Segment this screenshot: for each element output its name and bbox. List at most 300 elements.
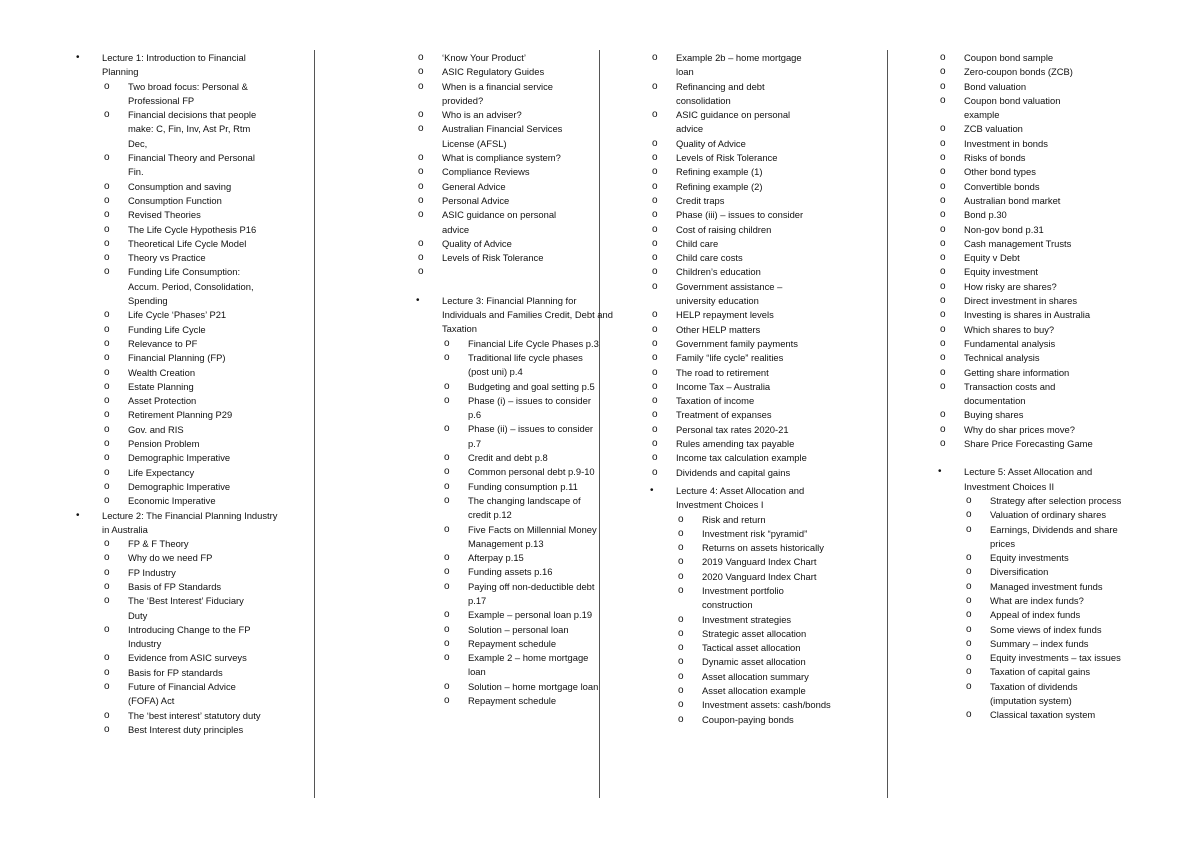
topic-label: Refinancing and debt consolidation xyxy=(676,80,765,106)
topic-item xyxy=(390,51,650,65)
topic-item xyxy=(76,337,312,351)
topic-label: Introducing Change to the FP Industry xyxy=(128,623,251,650)
bullet-dot-icon: • xyxy=(76,509,80,521)
topic-label: Cash management Trusts xyxy=(964,237,1072,249)
topic-item xyxy=(624,437,886,451)
topic-item xyxy=(624,323,886,337)
outline-column-4 xyxy=(938,51,1174,723)
topic-label: Asset allocation summary xyxy=(702,670,809,682)
topic-item xyxy=(938,565,1174,579)
topic-item xyxy=(390,151,650,165)
topic-label: Technical analysis xyxy=(964,352,1040,364)
bullet-circle-icon: o xyxy=(652,380,658,392)
bullet-circle-icon: o xyxy=(966,523,972,535)
column-divider xyxy=(314,50,315,798)
topic-label: 2019 Vanguard Index Chart xyxy=(702,556,817,568)
bullet-circle-icon: o xyxy=(652,180,658,192)
bullet-circle-icon: o xyxy=(418,266,424,278)
topic-item xyxy=(624,165,886,179)
topic-item xyxy=(912,94,1174,123)
topic-item xyxy=(912,366,1174,380)
topic-item xyxy=(76,680,312,709)
topic-item xyxy=(650,555,886,569)
lecture-heading xyxy=(76,509,312,538)
bullet-circle-icon: o xyxy=(104,194,110,206)
topic-item xyxy=(416,680,650,694)
outline-column-1 xyxy=(76,51,312,737)
topic-label: Repayment schedule xyxy=(468,695,557,707)
topic-item xyxy=(624,423,886,437)
bullet-circle-icon: o xyxy=(940,266,946,278)
bullet-circle-icon: o xyxy=(940,280,946,292)
topic-label: ASIC guidance on personal advice xyxy=(676,109,791,135)
topic-label: Zero-coupon bonds (ZCB) xyxy=(964,66,1073,78)
bullet-circle-icon: o xyxy=(104,495,110,507)
bullet-circle-icon: o xyxy=(940,180,946,192)
lecture-heading xyxy=(416,294,650,337)
bullet-circle-icon: o xyxy=(418,194,424,206)
topic-item xyxy=(650,570,886,584)
topic-label: Classical taxation system xyxy=(990,709,1096,721)
lecture-heading xyxy=(650,484,886,513)
topic-label: Some views of index funds xyxy=(990,623,1102,635)
bullet-circle-icon: o xyxy=(940,438,946,450)
topic-label: Levels of Risk Tolerance xyxy=(442,252,544,264)
topic-item xyxy=(76,351,312,365)
topic-item xyxy=(76,394,312,408)
bullet-circle-icon: o xyxy=(104,323,110,335)
lecture-heading xyxy=(938,465,1174,494)
topic-label: Valuation of ordinary shares xyxy=(990,509,1107,521)
topic-label: Retirement Planning P29 xyxy=(128,409,233,421)
topic-item xyxy=(912,408,1174,422)
topic-label: Traditional life cycle phases (post uni) p.4 xyxy=(468,351,583,378)
bullet-circle-icon: o xyxy=(444,337,450,349)
topic-item xyxy=(416,380,650,394)
topic-label: Gov. and RIS xyxy=(128,423,184,435)
bullet-circle-icon: o xyxy=(104,538,110,550)
topic-label: The Life Cycle Hypothesis P16 xyxy=(128,223,257,235)
topic-item xyxy=(650,513,886,527)
topic-label: Other bond types xyxy=(964,166,1036,178)
topic-label: Why do shar prices move? xyxy=(964,423,1075,435)
bullet-circle-icon: o xyxy=(966,552,972,564)
topic-item xyxy=(76,223,312,237)
topic-label: Evidence from ASIC surveys xyxy=(128,652,247,664)
topic-label: General Advice xyxy=(442,180,506,192)
topic-label: Financial Planning (FP) xyxy=(128,352,226,364)
topic-item xyxy=(76,623,312,652)
topic-item xyxy=(390,237,650,251)
bullet-circle-icon: o xyxy=(678,542,684,554)
bullet-dot-icon: • xyxy=(650,484,654,496)
bullet-circle-icon: o xyxy=(444,480,450,492)
bullet-circle-icon: o xyxy=(966,580,972,592)
topic-item xyxy=(76,480,312,494)
topic-item xyxy=(390,108,650,122)
bullet-circle-icon: o xyxy=(940,409,946,421)
topic-label: Returns on assets historically xyxy=(702,542,824,554)
topic-label: Best Interest duty principles xyxy=(128,723,244,735)
topic-label: Investment portfolio construction xyxy=(702,584,784,611)
topic-label: FP & F Theory xyxy=(128,538,189,550)
bullet-circle-icon: o xyxy=(678,685,684,697)
bullet-circle-icon: o xyxy=(444,609,450,621)
bullet-circle-icon: o xyxy=(104,395,110,407)
topic-label: Treatment of expanses xyxy=(676,409,772,421)
bullet-circle-icon: o xyxy=(104,566,110,578)
bullet-circle-icon: o xyxy=(104,209,110,221)
topic-label: Basis for FP standards xyxy=(128,666,223,678)
topic-label: ASIC Regulatory Guides xyxy=(442,66,545,78)
bullet-circle-icon: o xyxy=(652,438,658,450)
topic-label: Consumption and saving xyxy=(128,180,232,192)
topic-item xyxy=(912,265,1174,279)
topic-item xyxy=(76,437,312,451)
topic-label: Demographic Imperative xyxy=(128,480,231,492)
bullet-circle-icon: o xyxy=(652,152,658,164)
topic-item xyxy=(912,122,1174,136)
topic-item xyxy=(76,537,312,551)
topic-item xyxy=(76,151,312,180)
topic-item xyxy=(390,265,650,279)
bullet-circle-icon: o xyxy=(940,223,946,235)
bullet-circle-icon: o xyxy=(104,466,110,478)
bullet-circle-icon: o xyxy=(940,94,946,106)
topic-label: Child care xyxy=(676,237,719,249)
topic-label: ZCB valuation xyxy=(964,123,1023,135)
topic-label: Summary – index funds xyxy=(990,637,1089,649)
topic-label: Funding assets p.16 xyxy=(468,566,553,578)
topic-label: Equity v Debt xyxy=(964,252,1020,264)
outline-column-3 xyxy=(650,51,886,727)
bullet-circle-icon: o xyxy=(940,137,946,149)
topic-label: Life Cycle ‘Phases’ P21 xyxy=(128,309,227,321)
bullet-circle-icon: o xyxy=(652,423,658,435)
topic-list xyxy=(912,51,1174,451)
bullet-circle-icon: o xyxy=(104,623,110,635)
topic-label: Coupon bond valuation example xyxy=(964,94,1061,121)
topic-item xyxy=(912,137,1174,151)
topic-label: Demographic Imperative xyxy=(128,452,231,464)
topic-item xyxy=(650,698,886,712)
topic-label: Children’s education xyxy=(676,266,761,278)
topic-item xyxy=(76,666,312,680)
bullet-circle-icon: o xyxy=(652,166,658,178)
bullet-dot-icon: • xyxy=(938,466,942,478)
topic-item xyxy=(76,651,312,665)
bullet-circle-icon: o xyxy=(104,723,110,735)
bullet-circle-icon: o xyxy=(652,237,658,249)
topic-item xyxy=(912,294,1174,308)
topic-item xyxy=(390,180,650,194)
topic-label: Managed investment funds xyxy=(990,580,1103,592)
bullet-circle-icon: o xyxy=(940,252,946,264)
topic-label: How risky are shares? xyxy=(964,280,1057,292)
topic-list xyxy=(416,337,650,709)
topic-label: Investment strategies xyxy=(702,613,792,625)
topic-item xyxy=(624,151,886,165)
topic-label: Quality of Advice xyxy=(442,237,512,249)
topic-item xyxy=(624,194,886,208)
bullet-circle-icon: o xyxy=(444,623,450,635)
topic-label: What is compliance system? xyxy=(442,152,561,164)
bullet-circle-icon: o xyxy=(418,152,424,164)
bullet-circle-icon: o xyxy=(966,594,972,606)
bullet-circle-icon: o xyxy=(940,194,946,206)
topic-item xyxy=(76,551,312,565)
bullet-circle-icon: o xyxy=(104,237,110,249)
topic-label: Funding consumption p.11 xyxy=(468,480,578,492)
topic-label: Estate Planning xyxy=(128,380,194,392)
bullet-circle-icon: o xyxy=(444,380,450,392)
topic-label: Example 2b – home mortgage loan xyxy=(676,52,802,78)
lecture-title: Lecture 3: Financial Planning for Individuals and Families Credit, Debt and Taxation xyxy=(442,294,613,335)
bullet-circle-icon: o xyxy=(104,452,110,464)
topic-label: FP Industry xyxy=(128,566,176,578)
topic-label: Future of Financial Advice (FOFA) Act xyxy=(128,681,236,707)
bullet-circle-icon: o xyxy=(418,166,424,178)
bullet-circle-icon: o xyxy=(940,66,946,78)
column-divider xyxy=(887,50,888,798)
topic-item xyxy=(416,608,650,622)
bullet-circle-icon: o xyxy=(940,366,946,378)
topic-label: Rules amending tax payable xyxy=(676,438,795,450)
topic-list xyxy=(938,494,1174,723)
topic-label: Appeal of index funds xyxy=(990,609,1081,621)
topic-label: Repayment schedule xyxy=(468,637,557,649)
bullet-circle-icon: o xyxy=(966,494,972,506)
bullet-circle-icon: o xyxy=(652,209,658,221)
bullet-circle-icon: o xyxy=(444,552,450,564)
bullet-circle-icon: o xyxy=(104,409,110,421)
lecture-title: Lecture 5: Asset Allocation and Investment Choices II xyxy=(964,466,1093,492)
topic-label: 2020 Vanguard Index Chart xyxy=(702,570,817,582)
topic-item xyxy=(650,613,886,627)
topic-item xyxy=(624,208,886,222)
bullet-circle-icon: o xyxy=(940,152,946,164)
topic-label: Consumption Function xyxy=(128,194,222,206)
topic-item xyxy=(416,694,650,708)
topic-item xyxy=(912,65,1174,79)
topic-label: Asset allocation example xyxy=(702,685,806,697)
topic-label: Equity investment xyxy=(964,266,1038,278)
lecture-heading xyxy=(76,51,312,80)
topic-label: Which shares to buy? xyxy=(964,323,1055,335)
topic-label: Risks of bonds xyxy=(964,152,1026,164)
topic-label: Investment assets: cash/bonds xyxy=(702,699,831,711)
bullet-circle-icon: o xyxy=(104,152,110,164)
topic-label: Fundamental analysis xyxy=(964,337,1056,349)
topic-item xyxy=(390,65,650,79)
topic-item xyxy=(390,122,650,151)
topic-label: Diversification xyxy=(990,566,1049,578)
topic-label: Life Expectancy xyxy=(128,466,195,478)
bullet-circle-icon: o xyxy=(444,351,450,363)
topic-label: Equity investments – tax issues xyxy=(990,652,1121,664)
topic-item xyxy=(938,651,1174,665)
topic-label: Funding Life Consumption: Accum. Period, Consolidation, Spending xyxy=(128,266,254,307)
topic-label: Convertible bonds xyxy=(964,180,1040,192)
topic-item xyxy=(650,655,886,669)
topic-label: Coupon-paying bonds xyxy=(702,713,794,725)
topic-item xyxy=(76,323,312,337)
topic-list xyxy=(390,51,650,280)
bullet-circle-icon: o xyxy=(678,670,684,682)
topic-label: Taxation of dividends (imputation system) xyxy=(990,680,1078,707)
bullet-circle-icon: o xyxy=(652,466,658,478)
bullet-circle-icon: o xyxy=(678,656,684,668)
bullet-circle-icon: o xyxy=(652,280,658,292)
topic-label: Non-gov bond p.31 xyxy=(964,223,1044,235)
topic-item xyxy=(938,523,1174,552)
topic-item xyxy=(912,180,1174,194)
topic-label: Bond valuation xyxy=(964,80,1027,92)
topic-item xyxy=(416,651,650,680)
bullet-circle-icon: o xyxy=(444,494,450,506)
bullet-circle-icon: o xyxy=(418,237,424,249)
topic-label: Who is an adviser? xyxy=(442,109,522,121)
topic-item xyxy=(912,80,1174,94)
topic-label: Pension Problem xyxy=(128,438,200,450)
topic-label: Relevance to PF xyxy=(128,337,198,349)
bullet-circle-icon: o xyxy=(966,566,972,578)
bullet-circle-icon: o xyxy=(966,637,972,649)
topic-label: Credit traps xyxy=(676,194,725,206)
topic-label: Solution – home mortgage loan xyxy=(468,680,599,692)
bullet-circle-icon: o xyxy=(418,109,424,121)
bullet-circle-icon: o xyxy=(444,652,450,664)
topic-label: Personal tax rates 2020-21 xyxy=(676,423,789,435)
bullet-circle-icon: o xyxy=(966,666,972,678)
topic-label: Financial Theory and Personal Fin. xyxy=(128,152,255,178)
topic-item xyxy=(912,308,1174,322)
bullet-circle-icon: o xyxy=(104,580,110,592)
topic-item xyxy=(624,180,886,194)
bullet-circle-icon: o xyxy=(104,109,110,121)
topic-label: Phase (i) – issues to consider p.6 xyxy=(468,394,591,421)
bullet-circle-icon: o xyxy=(104,423,110,435)
topic-item xyxy=(624,337,886,351)
topic-item xyxy=(624,80,886,109)
bullet-circle-icon: o xyxy=(678,699,684,711)
bullet-circle-icon: o xyxy=(652,409,658,421)
topic-item xyxy=(416,565,650,579)
topic-item xyxy=(650,670,886,684)
topic-item xyxy=(624,380,886,394)
bullet-circle-icon: o xyxy=(678,513,684,525)
bullet-circle-icon: o xyxy=(652,323,658,335)
bullet-circle-icon: o xyxy=(652,137,658,149)
topic-item xyxy=(624,366,886,380)
bullet-circle-icon: o xyxy=(652,395,658,407)
bullet-circle-icon: o xyxy=(418,80,424,92)
topic-item xyxy=(416,337,650,351)
topic-label: Funding Life Cycle xyxy=(128,323,206,335)
bullet-circle-icon: o xyxy=(678,642,684,654)
topic-label: Refining example (1) xyxy=(676,166,763,178)
topic-label: Cost of raising children xyxy=(676,223,772,235)
topic-item xyxy=(76,366,312,380)
bullet-circle-icon: o xyxy=(104,266,110,278)
topic-item xyxy=(76,80,312,109)
bullet-circle-icon: o xyxy=(652,352,658,364)
topic-label: Investment in bonds xyxy=(964,137,1048,149)
topic-label: Government family payments xyxy=(676,337,798,349)
topic-item xyxy=(76,265,312,308)
topic-item xyxy=(650,684,886,698)
topic-label: Australian bond market xyxy=(964,194,1061,206)
topic-label: Quality of Advice xyxy=(676,137,746,149)
topic-item xyxy=(416,580,650,609)
topic-label: Strategy after selection process xyxy=(990,494,1122,506)
topic-label: Bond p.30 xyxy=(964,209,1007,221)
lecture-title: Lecture 4: Asset Allocation and Investment Choices I xyxy=(676,484,805,511)
topic-item xyxy=(624,108,886,137)
topic-item xyxy=(76,308,312,322)
topic-label: Financial decisions that people make: C, Fin, Inv, Ast Pr, Rtm Dec, xyxy=(128,109,257,149)
bullet-circle-icon: o xyxy=(104,480,110,492)
bullet-circle-icon: o xyxy=(652,366,658,378)
topic-item xyxy=(912,251,1174,265)
topic-item xyxy=(416,551,650,565)
topic-item xyxy=(650,627,886,641)
topic-label: Coupon bond sample xyxy=(964,52,1054,63)
topic-item xyxy=(912,208,1174,222)
topic-item xyxy=(76,380,312,394)
topic-label: Credit and debt p.8 xyxy=(468,452,548,464)
bullet-circle-icon: o xyxy=(652,223,658,235)
topic-item xyxy=(624,351,886,365)
topic-item xyxy=(76,709,312,723)
topic-item xyxy=(912,437,1174,451)
topic-label: What are index funds? xyxy=(990,594,1084,606)
topic-item xyxy=(76,423,312,437)
bullet-circle-icon: o xyxy=(940,423,946,435)
topic-item xyxy=(416,465,650,479)
topic-label: Other HELP matters xyxy=(676,323,761,335)
topic-label: Strategic asset allocation xyxy=(702,627,807,639)
topic-item xyxy=(912,423,1174,437)
topic-label: Compliance Reviews xyxy=(442,166,530,178)
topic-item xyxy=(624,408,886,422)
topic-item xyxy=(938,680,1174,709)
topic-item xyxy=(416,494,650,523)
topic-item xyxy=(624,466,886,480)
topic-label: Solution – personal loan xyxy=(468,623,569,635)
bullet-circle-icon: o xyxy=(104,652,110,664)
topic-label: Dynamic asset allocation xyxy=(702,656,806,668)
topic-item xyxy=(76,108,312,151)
bullet-circle-icon: o xyxy=(444,695,450,707)
bullet-circle-icon: o xyxy=(104,352,110,364)
topic-label: Risk and return xyxy=(702,513,766,525)
topic-item xyxy=(76,594,312,623)
topic-label: Buying shares xyxy=(964,409,1024,421)
topic-item xyxy=(76,494,312,508)
topic-item xyxy=(416,422,650,451)
bullet-circle-icon: o xyxy=(940,295,946,307)
topic-item xyxy=(76,566,312,580)
bullet-circle-icon: o xyxy=(966,680,972,692)
bullet-circle-icon: o xyxy=(104,438,110,450)
topic-label: Levels of Risk Tolerance xyxy=(676,152,778,164)
topic-item xyxy=(76,723,312,737)
topic-label: Basis of FP Standards xyxy=(128,580,222,592)
topic-label: The ‘best interest’ statutory duty xyxy=(128,709,261,721)
bullet-dot-icon: • xyxy=(76,52,80,63)
topic-item xyxy=(76,194,312,208)
